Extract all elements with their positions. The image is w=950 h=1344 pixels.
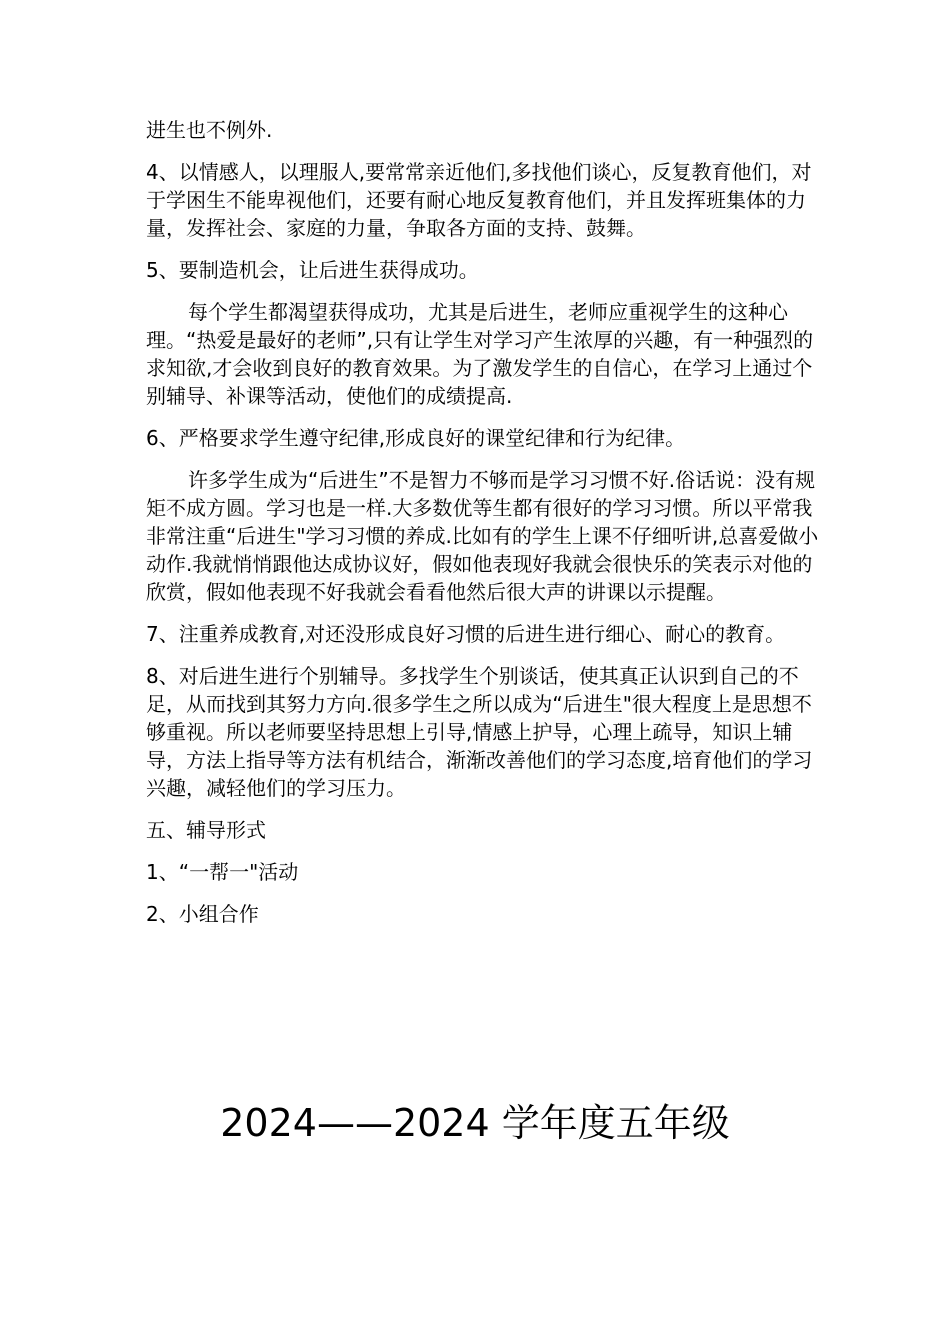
next-document-title: 2024——2024 学年度五年级: [220, 1101, 730, 1145]
paragraph-item-6-detail: 许多学生成为“后进生”不是智力不够而是学习习惯不好.俗话说：没有规矩不成方圆。学习也是一样.大多数优等生都有很好的学习习惯。所以平常我非常注重“后进生"学习习惯的养成.比如有的学生上课不仔细听讲,总喜爱做小动作.我就悄悄跟他达成协议好，假如他表现好我就会很快乐的笑表示对他的欣赏，假如他表现不好我就会看看他然后很大声的讲课以示提醒。: [146, 468, 819, 604]
list-item-group-cooperation: 2、小组合作: [146, 902, 259, 926]
paragraph-item-6: 6、严格要求学生遵守纪律,形成良好的课堂纪律和行为纪律。: [146, 426, 686, 450]
paragraph-item-4: 4、以情感人，以理服人,要常常亲近他们,多找他们谈心，反复教育他们，对于学困生不能卑视他们，还要有耐心地反复教育他们，并且发挥班集体的力量，发挥社会、家庭的力量，争取各方面的支持、鼓舞。: [146, 160, 812, 240]
paragraph-continuation: 进生也不例外.: [146, 118, 273, 142]
paragraph-item-5-detail: 每个学生都渴望获得成功，尤其是后进生，老师应重视学生的这种心理。“热爱是最好的老师”,只有让学生对学习产生浓厚的兴趣，有一种强烈的求知欲,才会收到良好的教育效果。为了激发学生的自信心，在学习上通过个别辅导、补课等活动，使他们的成绩提高.: [146, 300, 814, 408]
document-body: [146, 116, 822, 946]
list-item-one-help-one: 1、“一帮一"活动: [146, 860, 299, 884]
paragraph-item-5: 5、要制造机会，让后进生获得成功。: [146, 258, 479, 282]
section-heading-guidance-forms: 五、辅导形式: [146, 818, 266, 842]
paragraph-item-7: 7、注重养成教育,对还没形成良好习惯的后进生进行细心、耐心的教育。: [146, 622, 786, 646]
paragraph-item-8: 8、对后进生进行个别辅导。多找学生个别谈话，使其真正认识到自己的不足，从而找到其努力方向.很多学生之所以成为“后进生"很大程度上是思想不够重视。所以老师要坚持思想上引导,情感上护导，心理上疏导，知识上辅导，方法上指导等方法有机结合，渐渐改善他们的学习态度,培育他们的学习兴趣，减轻他们的学习压力。: [146, 664, 813, 800]
